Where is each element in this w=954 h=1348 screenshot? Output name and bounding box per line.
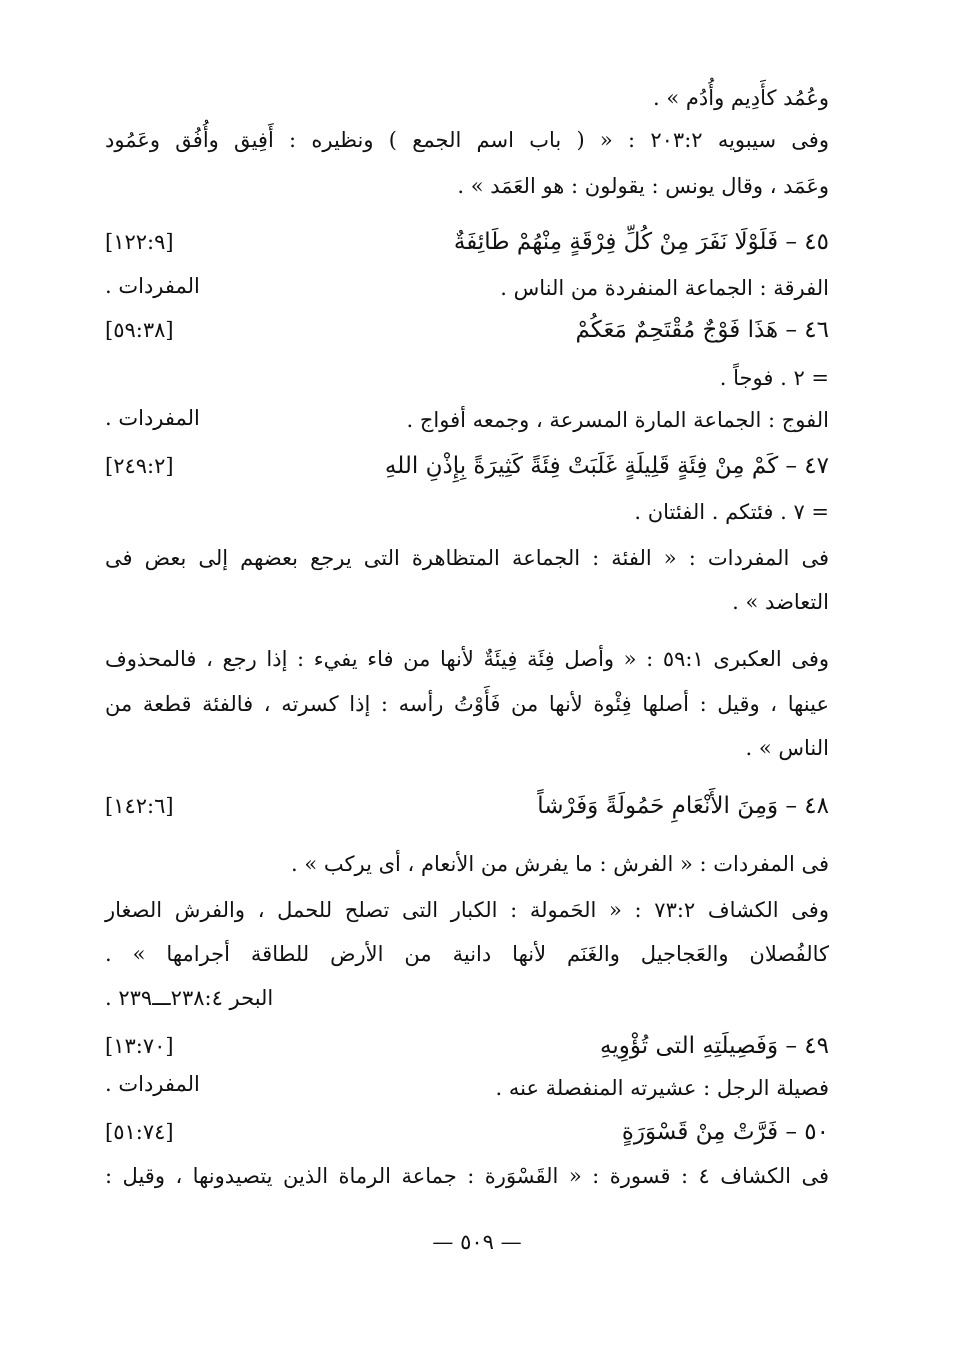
- text-line: فصيلة الرجل : عشيرته المنفصلة عنه .: [495, 1076, 829, 1100]
- verse-reference: [١٣:٧٠]: [105, 1034, 174, 1058]
- text-line: الناس » .: [745, 736, 829, 760]
- text-line: وعَمَد ، وقال يونس : يقولون : هو العَمَد » .: [457, 174, 829, 198]
- text-line: فى المفردات : « الفئة : الجماعة المتظاهرة التى يرجع بعضهم إلى بعض فى: [105, 546, 829, 570]
- verse-49: ٤٩ – وَفَصِيلَتِهِ التى تُؤْوِيهِ: [600, 1033, 829, 1059]
- verse-47: ٤٧ – كَمْ مِنْ فِئَةٍ قَلِيلَةٍ غَلَبَتْ فِئَةً كَثِيرَةً بِإِذْنِ اللهِ: [384, 453, 829, 479]
- text-line: الفرقة : الجماعة المنفردة من الناس .: [500, 276, 829, 300]
- verse-reference: [٢٤٩:٢]: [105, 454, 174, 478]
- verse-45: ٤٥ – فَلَوْلَا نَفَرَ مِنْ كُلِّ فِرْقَةٍ مِنْهُمْ طَائِفَةٌ: [453, 229, 829, 255]
- text-line: فى المفردات : « الفرش : ما يفرش من الأنعام ، أى يركب » .: [291, 852, 829, 876]
- text-line: وفى سيبويه ٢٠٣:٢ : « ( باب اسم الجمع ) ونظيره : أَفِيق وأُفُق وعَمُود: [105, 128, 829, 152]
- text-line: الفوج : الجماعة المارة المسرعة ، وجمعه أفواج .: [406, 408, 829, 432]
- text-line: عينها ، وقيل : أصلها فِئْوة لأنها من فَأَوْتُ رأسه : إذا كسرته ، فالفئة قطعة من: [105, 692, 829, 716]
- source-note: المفردات .: [105, 406, 200, 430]
- source-note: المفردات .: [105, 1072, 200, 1096]
- text-line: = ٧ . فئتكم . الفئتان .: [634, 500, 829, 524]
- text-line: وعُمُد كأَدِيم وأُدُم » .: [653, 86, 829, 110]
- text-line: التعاضد » .: [732, 590, 829, 614]
- text-line: وفى العكبرى ٥٩:١ : « وأصل فِئَة فِيئَةٌ لأنها من فاء يفيء : إذا رجع ، فالمحذوف: [105, 647, 830, 671]
- verse-reference: [١٢٢:٩]: [105, 230, 174, 254]
- text-line: وفى الكشاف ٧٣:٢ : « الحَمولة : الكبار التى تصلح للحمل ، والفرش الصغار: [105, 898, 829, 922]
- text-line: كالفُصلان والعَجاجيل والغَنَم لأنها دانية من الأرض للطاقة أجرامها » .: [105, 942, 829, 966]
- source-note: المفردات .: [105, 274, 200, 298]
- verse-50: ٥٠ – فَرَّتْ مِنْ قَسْوَرَةٍ: [621, 1119, 829, 1145]
- verse-46: ٤٦ – هَذَا فَوْجٌ مُقْتَحِمٌ مَعَكُمْ: [575, 317, 829, 343]
- text-line: فى الكشاف ٤ : قسورة : « القَسْوَرة : جماعة الرماة الذين يتصيدونها ، وقيل :: [105, 1164, 830, 1188]
- verse-48: ٤٨ – وَمِنَ الأَنْعَامِ حَمُولَةً وَفَرْشاً: [537, 793, 829, 819]
- text-line: = ٢ . فوجاً .: [719, 366, 829, 390]
- verse-reference: [٥١:٧٤]: [105, 1120, 174, 1144]
- source-note: البحر ٢٣٨:٤ـــ٢٣٩ .: [105, 986, 274, 1010]
- verse-reference: [١٤٢:٦]: [105, 794, 174, 818]
- verse-reference: [٥٩:٣٨]: [105, 318, 174, 342]
- page-number: — ٥٠٩ —: [432, 1230, 522, 1254]
